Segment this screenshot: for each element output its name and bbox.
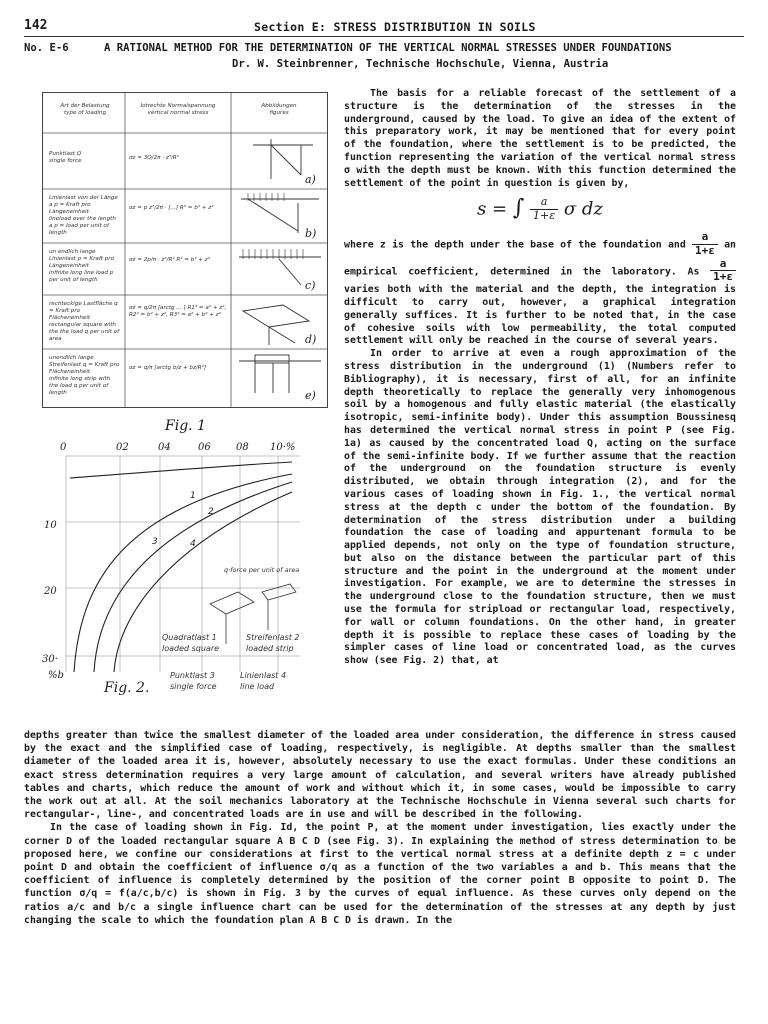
x-tick: 08 xyxy=(236,442,249,453)
row-de: rechteckige Lastfläche q = Kraft pro Flächeneinheit xyxy=(49,301,118,321)
legend-de: Streifenlast 2 xyxy=(246,633,300,642)
header-de: Abbildungen xyxy=(261,103,297,109)
legend-de: Linienlast 4 xyxy=(240,671,287,680)
inline-fraction xyxy=(710,258,736,285)
row-de: un endlich lange Linienlast p = Kraft pro Längeneinheit xyxy=(49,249,115,269)
fraction-numerator: a xyxy=(530,196,558,210)
svg-text:b): b) xyxy=(305,227,317,240)
fig1-header-type xyxy=(49,103,121,117)
row-en: infinite long strip with the load q per unit of length xyxy=(49,376,111,396)
fig1-row-e-type xyxy=(49,355,121,397)
integral-sign: ∫ xyxy=(512,195,525,221)
header-rule xyxy=(24,36,744,37)
formula-s: s = xyxy=(477,198,508,220)
row-de: Linienlast von der Länge a p = Kraft pro Längeneinheit xyxy=(49,195,118,215)
row-en: infinite long line load p per unit of length xyxy=(49,270,114,283)
fig1-table xyxy=(42,92,328,408)
section-title: Section E: STRESS DISTRIBUTION IN SOILS xyxy=(254,20,536,34)
fig1-row-c-type xyxy=(49,249,121,284)
curve-1 xyxy=(70,462,292,478)
fraction-denominator: 1+ε xyxy=(695,243,715,257)
legend-en: loaded strip xyxy=(246,644,294,653)
x-tick: 04 xyxy=(158,442,171,453)
legend-en: single force xyxy=(170,682,217,691)
y-tick: 10 xyxy=(44,520,57,531)
y-tick: 20 xyxy=(44,586,57,597)
formula-fraction xyxy=(530,196,558,223)
fig1-row-c-formula: σz = 2p/π · z³/R⁴ R² = b² + z² xyxy=(129,257,210,263)
fig1-caption: Fig. 1 xyxy=(165,418,206,434)
curve-label: 1 xyxy=(190,491,196,501)
fig2-chart xyxy=(40,434,336,724)
page-number: 142 xyxy=(24,18,48,33)
svg-text:a): a) xyxy=(305,173,316,186)
row-en: lineload over the length a p = load per unit of length xyxy=(49,216,116,236)
paragraph-3: In order to arrive at even a rough approximation of the stress distribution in the underground (1) (Numbers refer to Bibliography), it is necessary, first of all, for an infinite depth theoretically to replace the generally very inhomogenous soil by a homogenous and fully elastic material (the elastically isotropic, semi-infinite body). Under this assumption Boussinesq has determined the vertical normal stress in point P (see Fig. 1a) as caused by the concentrated load Q, acting on the surface of the semi-infinite body. If we further assume that the reaction of the underground on the foundation structure is evenly distributed, we obtain through integration (2), and for the various cases of loading shown in Fig. 1., the vertical normal stress at the depth c under the bottom of the foundation. By determination of the stress distribution under a building foundation the case of loading and appurtenant formula to be applied depends, not only on the type of foundation structure, but also on the distance between the particular part of this structure and the point in the underground at the moment under investigation. For example, we are to determine the stresses in the underground close to the foundation structure, then we must use the formula for stripload or rectangular load, respectively, for wall or column foundations. On the other hand, in greater depth it is possible to replace these cases of loading by the simpler cases of line load or concentrated load, as the curves show (see Fig. 2) that, at xyxy=(344,348,736,667)
fig1-row-b-formula: σz = p z³/2π · [...] R² = b² + z² xyxy=(129,205,214,211)
header-en: figures xyxy=(269,110,289,116)
p2-part-c: varies both with the material and the depth, the integration is difficult to carry out, however, a graphical integration generally suffices. It is further to be noted that, in the case of cohesive soils with low permeability, the total computed settlement will only be reached in the course of several years. xyxy=(344,284,736,347)
fraction-denominator: 1+ε xyxy=(533,209,556,223)
x-tick: 06 xyxy=(198,442,211,453)
legend-en: loaded square xyxy=(162,644,220,653)
curve-label: 4 xyxy=(190,539,196,549)
fraction-numerator: a xyxy=(710,258,736,272)
header-de: Art der Belastung xyxy=(60,103,110,109)
p2-part-b: an empirical coefficient, determined in the laboratory. As xyxy=(344,239,736,277)
settlement-formula xyxy=(344,196,736,223)
legend-de: Punktlast 3 xyxy=(170,671,215,680)
paper-title: A RATIONAL METHOD FOR THE DETERMINATION OF THE VERTICAL NORMAL STRESSES UNDER FOUNDATIONS xyxy=(104,42,672,54)
svg-text:c): c) xyxy=(305,279,316,292)
svg-text:d): d) xyxy=(305,333,317,346)
fig1-row-d-formula: σz = q/2π [arctg ... ] R1² = a² + z², R2² = b² + z², R3² = a² + b² + z² xyxy=(129,305,227,318)
fig1-row-a-type xyxy=(49,151,121,165)
y-tick: 30· xyxy=(42,654,58,665)
row-en: rectangular square with the the load q per unit of area xyxy=(49,322,120,342)
fig1-header-stress xyxy=(129,103,227,117)
bottom-text xyxy=(24,729,736,927)
row-labels xyxy=(305,173,316,402)
formula-tail: σ dz xyxy=(563,198,603,220)
inset-label: q·force per unit of area xyxy=(224,566,300,574)
row-en: single force xyxy=(49,158,82,164)
paragraph-1: The basis for a reliable forecast of the settlement of a structure is the determination of the stresses in the underground, caused by the load. To give an idea of the extent of this preparatory work, it may be mentioned that for every point of the foundation, where the settlement is to be predicted, the function representing the variation of the vertical normal stress σ with the depth must be known. With this function determined the settlement of the point in question is given by, xyxy=(344,88,736,189)
curve-label: 2 xyxy=(208,507,214,517)
paper-number: No. E-6 xyxy=(24,42,69,54)
paragraph-2 xyxy=(344,231,736,348)
paragraph-5: In the case of loading shown in Fig. Id, the point P, at the moment under investigation, lies exactly under the corner D of the loaded rectangular square A B C D (see Fig. 3). In explaining the method of stress determination to be proposed here, we confine our considerations at first to the vertical normal stress at a definite depth z = c under point D and obtain the coefficient of influence σ/q as a function of the two variables a and b. This means that the coefficient of influence is completely determined by the position of the corner point B opposite to point D. The function σ/q = f(a/c,b/c) is shown in Fig. 3 by the curves of equal influence. As these curves only depend on the ratios a/c and b/c a single influence chart can be used for the determination of the stresses at any depth by just changing the scale to which the foundation plan A B C D is drawn. In the xyxy=(24,822,736,926)
curve-label: 3 xyxy=(152,537,158,547)
fraction-numerator: a xyxy=(692,231,718,245)
fig2-legend xyxy=(162,633,300,691)
p2-part-a: where z is the depth under the base of the foundation and xyxy=(344,239,686,251)
right-column xyxy=(344,88,736,668)
x-tick: 0 xyxy=(60,442,67,453)
fig1-row-e-formula: σz = q/π [arctg b/z + bz/R²] xyxy=(129,365,207,371)
fig1-header-figures xyxy=(235,103,323,117)
inline-fraction xyxy=(692,231,718,258)
header-en: vertical normal stress xyxy=(147,110,209,116)
fraction-denominator: 1+ε xyxy=(713,270,733,284)
paragraph-4: depths greater than twice the smallest diameter of the loaded area under consideration, the difference in stress caused by the exact and the simplified case of loading, respectively, is negligible. At depths smaller than the smallest diameter of the loaded area it is, however, absolutely necessary to use the exact formulas. Under these conditions an exact stress determination requires a very large amount of calculation, and several writers have already published tables and charts, which reduce the amount of work and without which it, in some cases, would be impossible to carry the work out at all. At the soil mechanics laboratory at the Technische Hochschule in Vienna several such charts for rectangular-, line-, and concentrated loads are in use and will be described in the following. xyxy=(24,730,736,821)
fig2-caption: Fig. 2. xyxy=(104,680,150,696)
fig1-row-d-type xyxy=(49,301,121,343)
row-de: Punktlast Q xyxy=(49,151,82,157)
x-tick: 02 xyxy=(116,442,129,453)
legend-en: line load xyxy=(240,682,275,691)
svg-text:e): e) xyxy=(305,389,316,402)
y-unit: %b xyxy=(48,670,64,681)
x-tick: 10·% xyxy=(270,442,296,453)
header-en: type of loading xyxy=(63,110,107,116)
row-de: unendlich lange Streifenlast q = Kraft pro Flächeneinheit xyxy=(49,355,120,375)
paper-author: Dr. W. Steinbrenner, Technische Hochschule, Vienna, Austria xyxy=(232,58,609,70)
fig1-row-b-type xyxy=(49,195,121,237)
fig1-row-a-formula: σz = 3Q/2π · z³/R⁵ xyxy=(129,155,180,161)
header-de: lotrechte Normalspannung xyxy=(140,103,216,109)
legend-de: Quadratlast 1 xyxy=(162,633,217,642)
